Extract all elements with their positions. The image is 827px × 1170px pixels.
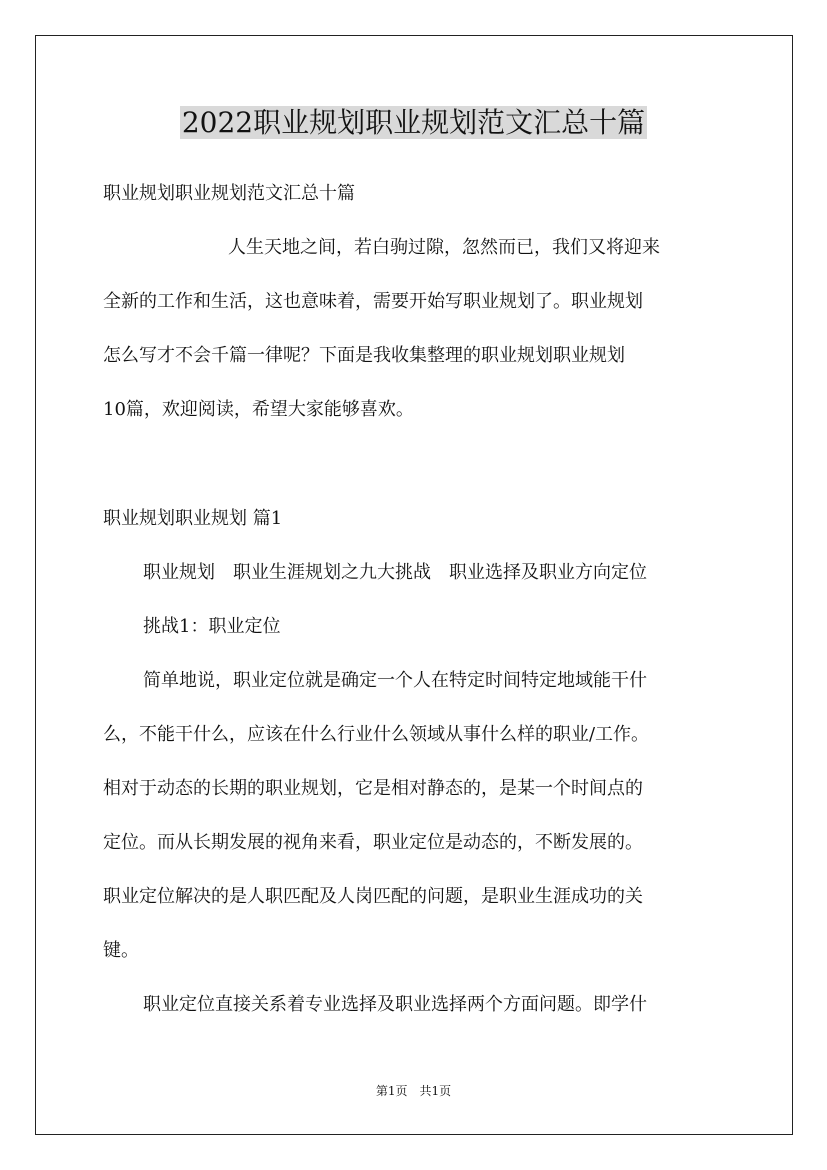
paragraph-line: 职业定位解决的是人职匹配及人岗匹配的问题，是职业生涯成功的关 [103, 886, 643, 907]
paragraph-line: 么，不能干什么，应该在什么行业什么领域从事什么样的职业/工作。 [103, 724, 650, 745]
page-number-footer: 第1页 共1页 [375, 1084, 452, 1098]
section-heading: 职业规划职业规划 篇1 [103, 508, 283, 529]
paragraph-line: 职业定位直接关系着专业选择及职业选择两个方面问题。即学什 [143, 994, 647, 1015]
paragraph-line: 职业规划 职业生涯规划之九大挑战 职业选择及职业方向定位 [143, 562, 647, 583]
paragraph-line: 键。 [103, 940, 139, 961]
document-title: 2022职业规划职业规划范文汇总十篇 [181, 106, 646, 139]
paragraph-line: 定位。而从长期发展的视角来看，职业定位是动态的，不断发展的。 [103, 832, 643, 853]
paragraph-line: 简单地说，职业定位就是确定一个人在特定时间特定地域能干什 [143, 670, 647, 691]
paragraph-line: 相对于动态的长期的职业规划，它是相对静态的，是某一个时间点的 [103, 778, 643, 799]
paragraph-line: 挑战1：职业定位 [143, 616, 281, 637]
document-subtitle: 职业规划职业规划范文汇总十篇 [103, 183, 355, 204]
paragraph-line: 人生天地之间，若白驹过隙，忽然而已，我们又将迎来 [228, 237, 660, 258]
paragraph-line: 全新的工作和生活，这也意味着，需要开始写职业规划了。职业规划 [103, 291, 643, 312]
paragraph-line: 10篇，欢迎阅读，希望大家能够喜欢。 [103, 399, 414, 420]
paragraph-line: 怎么写才不会千篇一律呢？下面是我收集整理的职业规划职业规划 [103, 345, 625, 366]
